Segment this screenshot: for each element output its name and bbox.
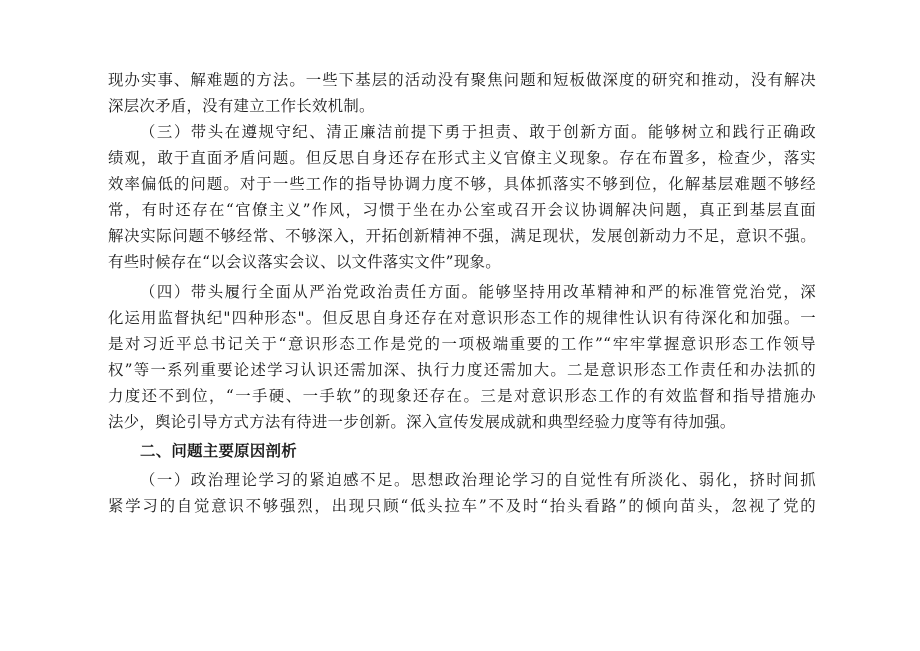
section-heading: 二、问题主要原因剖析	[140, 442, 297, 460]
paragraph-line: 深层次矛盾，没有建立工作长效机制。	[108, 97, 375, 115]
paragraph-line: 有些时候存在“以会议落实会议、以文件落实文件”现象。	[108, 253, 501, 271]
paragraph-line: （一）政治理论学习的紧迫感不足。思想政治理论学习的自觉性有所淡化、弱化，挤时间抓	[140, 471, 816, 489]
paragraph-line: 权”等一系列重要论述学习认识还需加深、执行力度还需加大。二是意识形态工作责任和办法抓的	[108, 361, 816, 379]
paragraph-line: 常，有时还存在“官僚主义”作风，习惯于坐在办公室或召开会议协调解决问题，真正到基层直面	[108, 201, 816, 219]
paragraph-line: 绩观，敢于直面矛盾问题。但反思自身还存在形式主义官僚主义现象。存在布置多，检查少，落实	[108, 149, 816, 167]
paragraph-line: （四）带头履行全面从严治党政治责任方面。能够坚持用改革精神和严的标准管党治党，深	[140, 283, 816, 301]
paragraph-line: 效率偏低的问题。对于一些工作的指导协调力度不够，具体抓落实不够到位，化解基层难题不够经	[108, 175, 816, 193]
paragraph-line: 紧学习的自觉意识不够强烈，出现只顾“低头拉车”不及时“抬头看路”的倾向苗头，忽视了党的	[108, 497, 816, 515]
paragraph-line: 力度还不到位，“一手硬、一手软”的现象还存在。三是对意识形态工作的有效监督和指导措施办	[108, 387, 816, 405]
paragraph-line: 现办实事、解难题的方法。一些下基层的活动没有聚焦问题和短板做深度的研究和推动，没有解决	[108, 71, 816, 89]
paragraph-line: 解决实际问题不够经常、不够深入，开拓创新精神不强，满足现状，发展创新动力不足，意识不强。	[108, 227, 816, 245]
paragraph-line: 法少，舆论引导方式方法有待进一步创新。深入宣传发展成就和典型经验力度等有待加强。	[108, 413, 736, 431]
paragraph-line: 是对习近平总书记关于“意识形态工作是党的一项极端重要的工作”“牢牢掌握意识形态工作领导	[108, 335, 816, 353]
paragraph-line: （三）带头在遵规守纪、清正廉洁前提下勇于担责、敢于创新方面。能够树立和践行正确政	[140, 123, 816, 141]
paragraph-line: 化运用监督执纪"四种形态"。但反思自身还存在对意识形态工作的规律性认识有待深化和加强。一	[108, 309, 816, 327]
